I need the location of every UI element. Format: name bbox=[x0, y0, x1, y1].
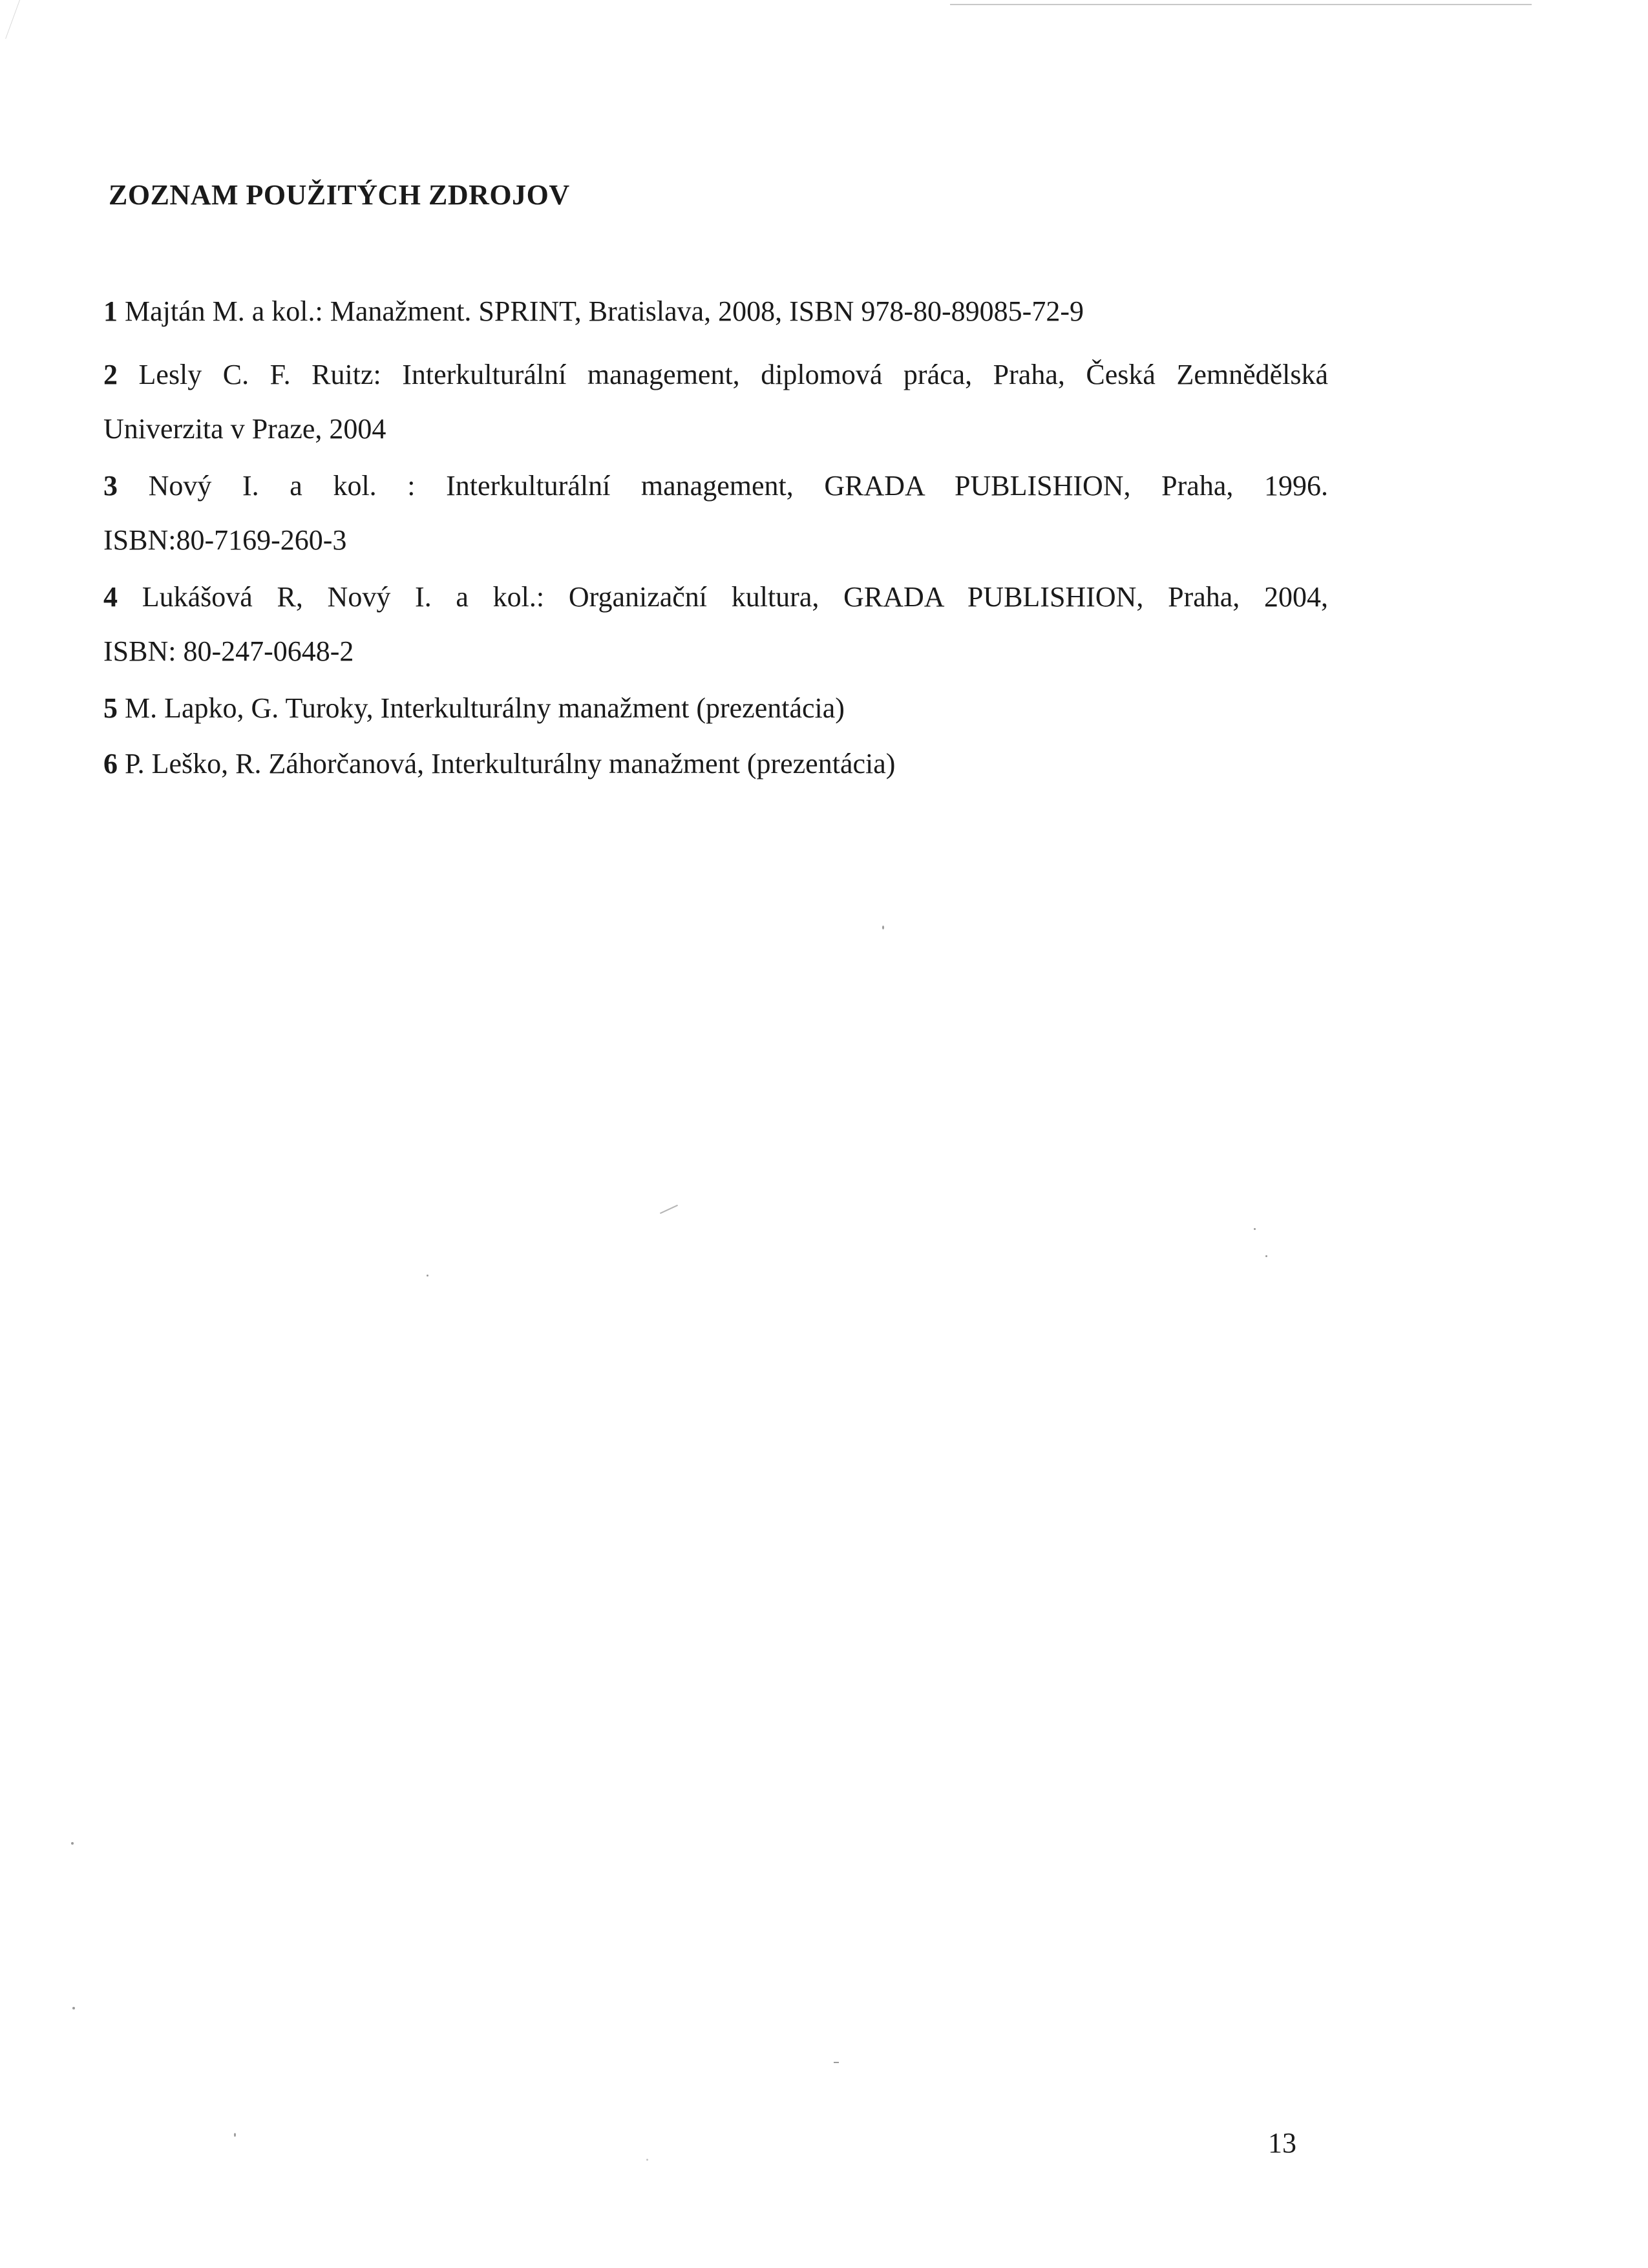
reference-text: Nový I. a kol. : Interkulturální management, GRADA PUBLISHION, Praha, 1996. bbox=[148, 470, 1328, 502]
scan-speck bbox=[427, 1275, 428, 1277]
scan-speck bbox=[1265, 1255, 1267, 1257]
scan-speck bbox=[72, 2007, 75, 2009]
scan-speck bbox=[660, 1205, 678, 1214]
reference-line bbox=[103, 459, 1328, 513]
scan-speck bbox=[646, 2159, 648, 2161]
reference-continuation: Univerzita v Praze, 2004 bbox=[103, 413, 386, 445]
reference-item-5 bbox=[103, 681, 845, 736]
reference-item-3 bbox=[103, 459, 1328, 567]
reference-number: 4 bbox=[103, 581, 118, 613]
reference-line bbox=[103, 570, 1328, 624]
reference-line bbox=[103, 348, 1328, 402]
reference-text: Lesly C. F. Ruitz: Interkulturální management, diplomová práca, Praha, Česká Zemnědělská bbox=[138, 359, 1329, 390]
scan-corner-mark bbox=[0, 0, 20, 39]
scan-edge-line bbox=[950, 4, 1532, 5]
scan-speck bbox=[71, 1842, 74, 1845]
reference-item-2 bbox=[103, 348, 1328, 456]
scan-speck bbox=[834, 2062, 839, 2063]
reference-line bbox=[103, 737, 895, 791]
reference-number: 2 bbox=[103, 359, 118, 390]
scan-speck bbox=[234, 2133, 236, 2137]
reference-text: Lukášová R, Nový I. a kol.: Organizační kultura, GRADA PUBLISHION, Praha, 2004, bbox=[142, 581, 1328, 613]
reference-line bbox=[103, 284, 1084, 339]
reference-line bbox=[103, 681, 845, 736]
reference-continuation: ISBN:80-7169-260-3 bbox=[103, 524, 347, 556]
reference-item-1 bbox=[103, 284, 1084, 339]
reference-text: Majtán M. a kol.: Manažment. SPRINT, Bratislava, 2008, ISBN 978-80-89085-72-9 bbox=[125, 295, 1084, 327]
reference-number: 3 bbox=[103, 470, 118, 502]
reference-number: 5 bbox=[103, 692, 118, 724]
reference-number: 1 bbox=[103, 295, 118, 327]
reference-item-6 bbox=[103, 737, 895, 791]
reference-number: 6 bbox=[103, 748, 118, 779]
page-heading: ZOZNAM POUŽITÝCH ZDROJOV bbox=[109, 179, 570, 211]
reference-text: P. Leško, R. Záhorčanová, Interkulturálny manažment (prezentácia) bbox=[125, 748, 896, 779]
reference-continuation: ISBN: 80-247-0648-2 bbox=[103, 635, 354, 667]
reference-item-4 bbox=[103, 570, 1328, 679]
reference-text: M. Lapko, G. Turoky, Interkulturálny manažment (prezentácia) bbox=[125, 692, 845, 724]
scan-speck bbox=[1254, 1228, 1256, 1230]
page-number: 13 bbox=[1268, 2127, 1296, 2159]
scan-speck bbox=[882, 926, 884, 929]
